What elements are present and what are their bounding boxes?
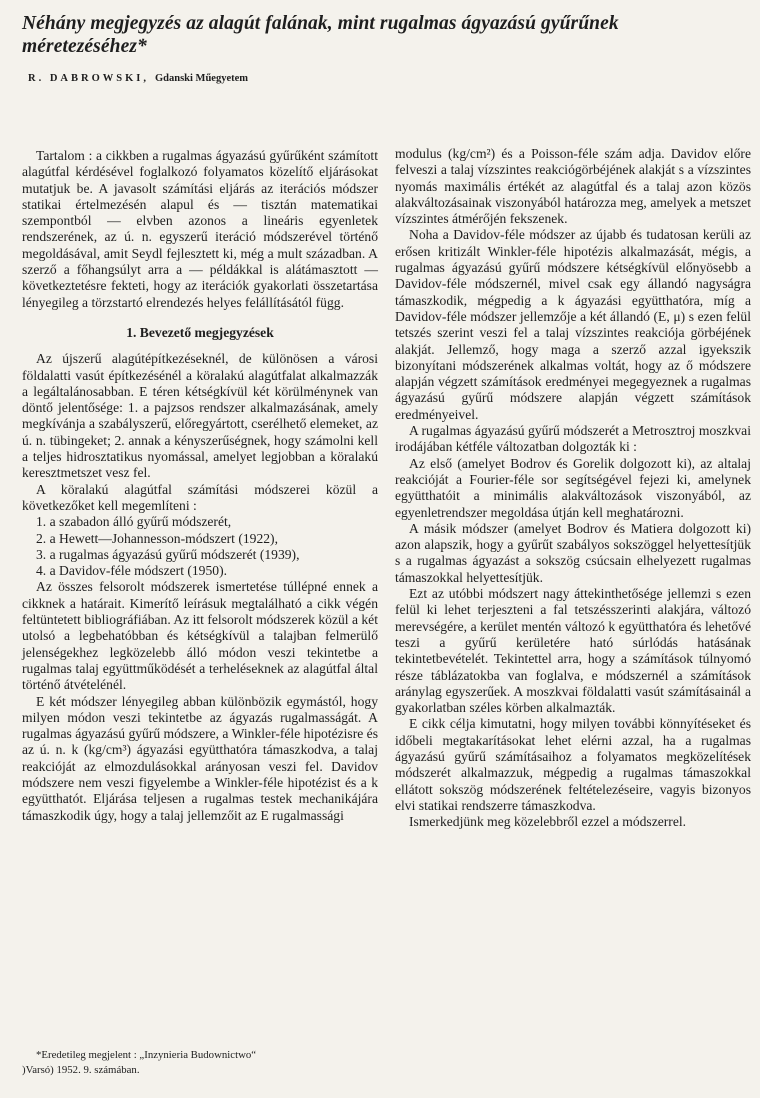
body-paragraph: modulus (kg/cm²) és a Poisson-féle szám adja. Davidov előre felveszi a talaj vízszintes reakciógörbéjének alakját s a vízszintes nyomás maximális értékét az alagútfal és a talaj azon közös alakváltozásainak viszonyából határozza meg, amelyek a metszet vízszintes átmérőjén fekszenek. — [395, 146, 751, 227]
body-paragraph: A rugalmas ágyazású gyűrű módszerét a Metrosztroj moszkvai irodájában kétféle változatban dolgozták ki : — [395, 423, 751, 455]
body-paragraph: E két módszer lényegileg abban különbözik egymástól, hogy milyen módon veszi tekintetbe az ágyazás rugalmasságát. A rugalmas ágyazású gyűrű módszere, a Winkler-féle hipotézisre és az ú. n. k (kg/cm³) ágyazási együtthatóra támaszkodva, a talaj reakcióját az elmozdulásokkal arányosan veszi fel. Davidov módszere nem veszi figyelembe a Winkler-féle hipotézist és a k együtthatót. Eljárása teljesen a rugalmas testek mechanikájára támaszkodik úgy, hogy a talaj jellemzőit az E rugalmassági — [22, 693, 378, 823]
list-item: 3. a rugalmas ágyazású gyűrű módszerét (1939), — [36, 546, 300, 562]
list-item: 4. a Davidov-féle módszert (1950). — [36, 563, 228, 579]
section-heading: 1. Bevezető megjegyzések — [126, 324, 274, 340]
body-paragraph: Az újszerű alagútépítkezéseknél, de különösen a városi földalatti vasút építkezésénél a köralakú alagútfalat alkalmazzák a legáltalánosabban. E téren kétségkívül két körülménynek van döntő jelentősége: 1. a pajzsos rendszer alkalmazásának, amely megkívánja a szabályszerű, előregyártott, cserélhető elemeket, az ú. n. tübingeket; 2. annak a kényszerűségnek, hogy számolni kell a teljes hidrosztatikus nyomással, amelyet legjobban a köralakú keresztmetszet vesz fel. — [22, 351, 378, 481]
body-paragraph: E cikk célja kimutatni, hogy milyen további könnyítéseket és időbeli megtakarításokat lehet elérni azzal, ha a rugalmas ágyazású gyűrű számításaihoz a folyamatos megközelítések módszerét alkalmazzuk, mégpedig a rugalmas támaszokkal ellátott sokszög módszerének feltételezéseire, vagyis bizonyos elvi statikai rendszerre támaszkodva. — [395, 716, 751, 813]
list-item: 1. a szabadon álló gyűrű módszerét, — [36, 514, 232, 530]
author-affiliation: Gdanski Műegyetem — [154, 73, 249, 84]
body-paragraph: Ismerkedjünk meg közelebbről ezzel a módszerrel. — [409, 814, 687, 830]
footnote-line: *Eredetileg megjelent : „Inzynieria Budownictwo“ — [36, 1049, 257, 1061]
body-paragraph: Az összes felsorolt módszerek ismertetése túllépné ennek a cikknek a határait. Kimerítő leírásuk megtalálható a cikk végén feltüntetett bibliográfiában. Az itt felsorolt módszerek közül a két utolsó a legbehatóbban és kétségkívül a talajban felmerülő jelenségekhez legközelebb álló módon veszi tekintetbe a rugalmas talaj együttműködését a terheléseknek az alagútfal által történő átvételénél. — [22, 579, 378, 693]
right-column — [395, 146, 751, 830]
abstract-paragraph: Tartalom : a cikkben a rugalmas ágyazású gyűrűként számított alagútfal kérdésével foglalkozó folyamatos közelítő eljárásokat mutatjuk be. A javasolt számítási eljárás az iterációs módszer statikai értelmezésén alapul és — tisztán matematikai szempontból — elvben azonos a lineáris egyenletek rendszerének, az ú. n. egyszerű iteráció módszerével történő megoldásával, amit Seydl fejlesztett ki, még a mult században. A szerző a főhangsúlyt arra a — példákkal is alátámasztott — következtetésre fekteti, hogy az iterációk gyakorlati összetartása lényegileg a törzstartó elrendezés helyes felállításától függ. — [22, 148, 378, 310]
footnote-line: )Varsó) 1952. 9. számában. — [22, 1064, 140, 1076]
footnote — [22, 1048, 378, 1078]
left-column — [22, 148, 378, 824]
body-paragraph: Az első (amelyet Bodrov és Gorelik dolgozott ki), az altalaj reakcióját a Fourier-féle sor segítségével fejezi ki, amelynek együtthatóit a minimális alakváltozások viszonyából, az egyenletrendszer megoldása útján kell meghatározni. — [395, 455, 751, 520]
body-paragraph: A köralakú alagútfal számítási módszerei közül a következőket kell megemlíteni : — [22, 481, 378, 513]
body-paragraph: A másik módszer (amelyet Bodrov és Matiera dolgozott ki) azon alapszik, hogy a gyűrűt szabályos sokszöggel helyettesítjük s a rugalmas ágyazást a sokszög csúcsain elhelyezett rugalmas támaszokkal helyettesítjük. — [395, 520, 751, 585]
body-paragraph: Ezt az utóbbi módszert nagy áttekinthetősége jellemzi s ezen felül ki lehet terjeszteni a fal tetszésszerinti alakjára, változó merevségére, a kerület mentén változó k együtthatóra és lehetővé teszi a gyűrű kerületére ható súrlódás hatásának tekintetbevételét. Tekintettel arra, hogy a számítások túlnyomó része táblázatokba van foglalva, e módszernél a számítások aránylag egyszerűek. A moszkvai földalatti vasút számításainál a gyakorlatban széles körben alkalmazták. — [395, 586, 751, 716]
article-title: Néhány megjegyzés az alagút falának, mint rugalmas ágyazású gyűrűnek méretezéséhez* — [22, 13, 619, 57]
author-name: R. DABROWSKI, — [28, 73, 149, 84]
list-item: 2. a Hewett—Johannesson-módszert (1922), — [36, 530, 278, 546]
author-line — [28, 73, 248, 84]
body-paragraph: Noha a Davidov-féle módszer az újabb és tudatosan kerüli az erősen kritizált Winkler-féle hipotézis alkalmazását, mégis, a rugalmas ágyazású gyűrű módszere kétségkívül előnyösebb a Davidov-féle módszernél, mivel csak egy állandó nagyságra támaszkodik, mégpedig a k ágyazási együtthatóra, míg a Davidov-féle módszer jellemzője a két állandó (E, μ) s ezen felül tetszés szerint veszi fel a talaj vízszintes reakciója görbéjének alakját. Jellemző, hogy maga a szerző azzal igyekszik bizonyítani módszerének alkalmas voltát, hogy az ő módszere alapján végzett számítások eredményei megegyeznek a rugalmas ágyazású gyűrű módszere alapján végzett számítások eredményeivel. — [395, 227, 751, 422]
